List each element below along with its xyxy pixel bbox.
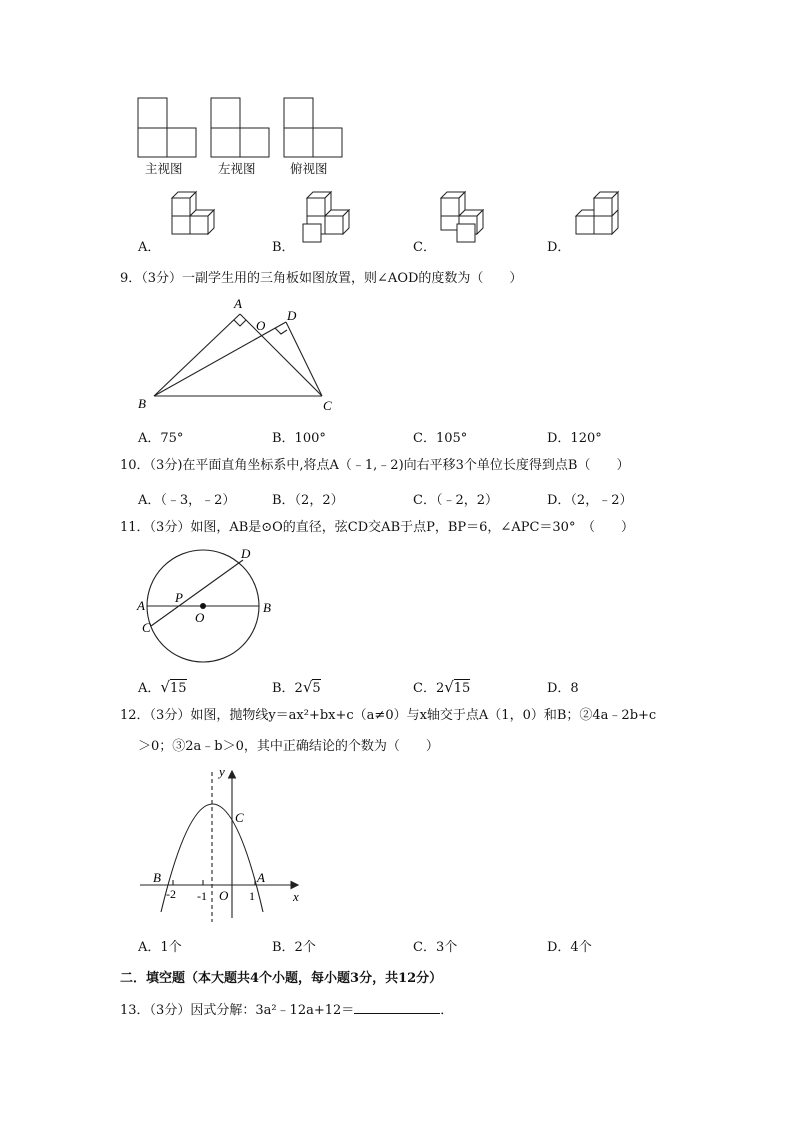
q11-circle-figure bbox=[135, 540, 285, 665]
q9-option-d: D．120° bbox=[547, 431, 602, 446]
q9-label-a: A bbox=[234, 296, 242, 311]
q11-option-b-prefix: B．2 bbox=[272, 681, 303, 696]
q8-option-b-cubes bbox=[295, 190, 355, 248]
q11-option-a-prefix: A． bbox=[138, 681, 161, 696]
q11-option-c-prefix: C．2 bbox=[413, 681, 445, 696]
q12-tick-minus2: -2 bbox=[166, 887, 176, 901]
q12-label-b: B bbox=[153, 870, 161, 885]
q11-option-b-radicand: 5 bbox=[312, 681, 321, 696]
q8-option-d-cubes bbox=[570, 190, 630, 248]
q11-label-c: C bbox=[142, 620, 151, 635]
q13-stem bbox=[120, 1001, 453, 1019]
q12-label-c: C bbox=[235, 810, 244, 825]
q12-option-c: C．3个 bbox=[413, 940, 458, 955]
q12-option-d: D．4个 bbox=[547, 940, 592, 955]
q10-option-c: C．（﹣2，2） bbox=[413, 493, 498, 508]
top-view-shape bbox=[284, 98, 342, 157]
q11-label-p: P bbox=[175, 590, 183, 605]
q8-option-a-label: A． bbox=[138, 240, 161, 255]
q11-label-a: A bbox=[137, 598, 145, 613]
q11-option-c: C．2√15 bbox=[413, 678, 471, 696]
q12-label-a: A bbox=[257, 870, 265, 885]
q12-tick-1: 1 bbox=[249, 889, 255, 903]
q9-stem: 9．（3分）一副学生用的三角板如图放置，则∠AOD的度数为（ ） bbox=[120, 271, 523, 286]
q8-option-d-label: D． bbox=[547, 240, 571, 255]
q12-label-y: y bbox=[219, 764, 225, 779]
front-view-label: 主视图 bbox=[145, 161, 183, 176]
q11-center-dot bbox=[200, 603, 206, 609]
q12-parabola-figure bbox=[135, 760, 310, 925]
q11-label-b: B bbox=[263, 600, 271, 615]
q10-option-a: A．（﹣3，﹣2） bbox=[138, 493, 236, 508]
q11-option-d: D．8 bbox=[547, 681, 579, 696]
three-views-figure bbox=[130, 92, 360, 162]
q8-option-c-cubes bbox=[435, 190, 495, 248]
q12-stem-line1: 12．（3分）如图，抛物线y＝ax²+bx+c（a≠0）与x轴交于点A（1，0）和B；②4a﹣2b+c bbox=[120, 708, 657, 723]
q12-tick-minus1: -1 bbox=[197, 889, 207, 903]
q9-label-d: D bbox=[287, 308, 297, 323]
left-view-shape bbox=[211, 98, 269, 157]
q11-option-a-radicand: 15 bbox=[169, 681, 187, 696]
q11-option-b: B．2√5 bbox=[272, 678, 321, 696]
q10-stem: 10．（3分)在平面直角坐标系中,将点A（﹣1,﹣2)向右平移3个单位长度得到点B（ ） bbox=[120, 458, 630, 473]
q13-answer-blank[interactable] bbox=[354, 1001, 440, 1014]
left-view-label: 左视图 bbox=[218, 161, 256, 176]
q9-label-b: B bbox=[138, 396, 146, 411]
q8-option-a-cubes bbox=[160, 188, 220, 248]
q12-stem-line2: ＞0；③2a﹣b＞0，其中正确结论的个数为（ ） bbox=[138, 739, 439, 754]
q9-triangle-figure bbox=[130, 292, 350, 417]
q11-option-c-radicand: 15 bbox=[453, 681, 471, 696]
top-view-label: 俯视图 bbox=[290, 161, 328, 176]
q10-option-d: D．（2，﹣2） bbox=[547, 493, 633, 508]
q9-option-c: C．105° bbox=[413, 431, 468, 446]
q12-label-x: x bbox=[293, 889, 299, 904]
q13-stem-text: 13．（3分）因式分解：3a²﹣12a+12＝ bbox=[120, 1003, 355, 1018]
section-fill-in-title: 二．填空题（本大题共4个小题，每小题3分，共12分） bbox=[120, 971, 443, 986]
q8-option-c-label: C． bbox=[413, 240, 436, 255]
q12-label-o: O bbox=[219, 888, 229, 903]
q11-stem: 11．（3分）如图，AB是⊙O的直径，弦CD交AB于点P，BP＝6，∠APC＝30° （ ） bbox=[120, 520, 634, 535]
q13-stem-end: ． bbox=[440, 1003, 454, 1018]
q8-option-b-label: B． bbox=[272, 240, 295, 255]
q12-option-b: B．2个 bbox=[272, 940, 316, 955]
q9-option-a: A．75° bbox=[138, 431, 184, 446]
q11-label-d: D bbox=[241, 546, 251, 561]
q9-option-b: B．100° bbox=[272, 431, 326, 446]
q11-option-a: A．√15 bbox=[138, 678, 187, 696]
front-view-shape bbox=[138, 98, 196, 157]
q12-option-a: A．1个 bbox=[138, 940, 182, 955]
q9-label-o: O bbox=[256, 318, 266, 333]
q9-label-c: C bbox=[323, 398, 332, 413]
q10-option-b: B．（2，2） bbox=[272, 493, 344, 508]
q11-label-o: O bbox=[195, 610, 205, 625]
